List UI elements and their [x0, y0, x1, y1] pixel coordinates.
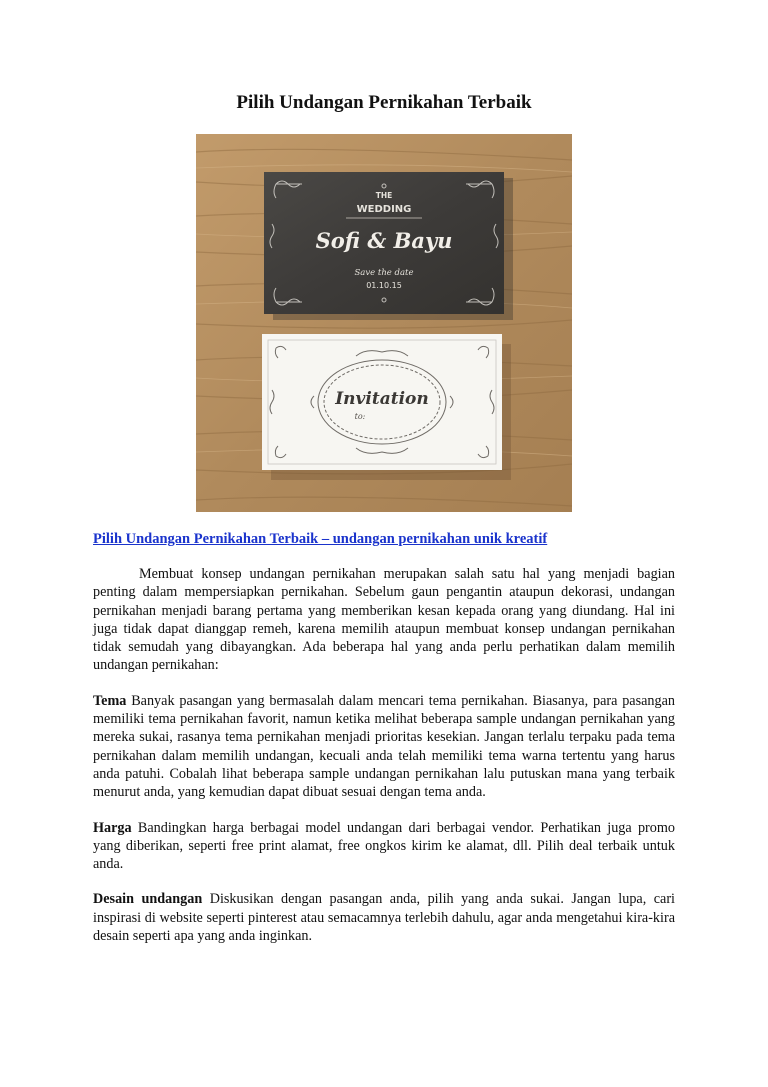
section-tema — [93, 692, 675, 802]
card-to-text: to: — [354, 412, 366, 421]
section-text: Banyak pasangan yang bermasalah dalam mencari tema pernikahan. Biasanya, para pasangan memiliki tema pernikahan favorit, namun ketika melihat beberapa sample undangan pernikahan yang mereka sukai, rasanya tema pernikahan menjadi prioritas kesekian. Jangan terlalu terpaku pada tema pernikahan dalam memilih undangan, kecuali anda telah memiliki tema warna tertentu yang harus anda patuhi. Cobalah lihat beberapa sample undangan pernikahan lalu putuskan mana yang terbaik menurut anda, yang kemudian dapat dibuat sesuai dengan tema anda. — [93, 692, 675, 801]
section-term: Desain undangan — [93, 891, 203, 908]
section-harga — [93, 819, 675, 874]
card-wedding-text: WEDDING — [356, 204, 412, 215]
wedding-invitation-image — [196, 134, 572, 512]
page-title: Pilih Undangan Pernikahan Terbaik — [236, 92, 532, 113]
section-desain-undangan — [93, 890, 675, 945]
section-text: Bandingkan harga berbagai model undangan dari berbagai vendor. Perhatikan juga promo yang diberikan, seperti free print alamat, free ongkos kirim ke alamat, dll. Pilih deal terbaik untuk anda. — [93, 819, 675, 873]
caption-link[interactable]: Pilih Undangan Pernikahan Terbaik – undangan pernikahan unik kreatif — [93, 531, 548, 547]
section-term: Harga — [93, 819, 132, 836]
section-text: Diskusikan dengan pasangan anda, pilih yang anda sukai. Jangan lupa, cari inspirasi di website seperti pinterest atau semacamnya terlebih dahulu, agar anda mengetahui kira-kira desain seperti apa yang anda inginkan. — [93, 891, 676, 945]
card-save-date-text: Save the date — [354, 268, 414, 278]
card-names-text: Sofi & Bayu — [315, 228, 453, 253]
card-date-text: 01.10.15 — [366, 281, 402, 290]
intro-paragraph: Membuat konsep undangan pernikahan merupakan salah satu hal yang menjadi bagian penting dalam mempersiapkan pernikahan. Sebelum gaun pengantin ataupun dekorasi, undangan pernikahan menjadi barang pertama yang memberikan kesan kepada orang yang diundang. Hal ini juga tidak dapat dianggap remeh, karena memilih ataupun membuat konsep undangan pernikahan tidak semudah yang dibayangkan. Ada beberapa hal yang anda perlu perhatikan dalam memilih undangan pernikahan: — [93, 566, 675, 674]
article-body — [93, 565, 675, 962]
card-the-text: THE — [375, 191, 393, 200]
card-invitation-text: Invitation — [335, 389, 429, 409]
section-term: Tema — [93, 692, 127, 709]
